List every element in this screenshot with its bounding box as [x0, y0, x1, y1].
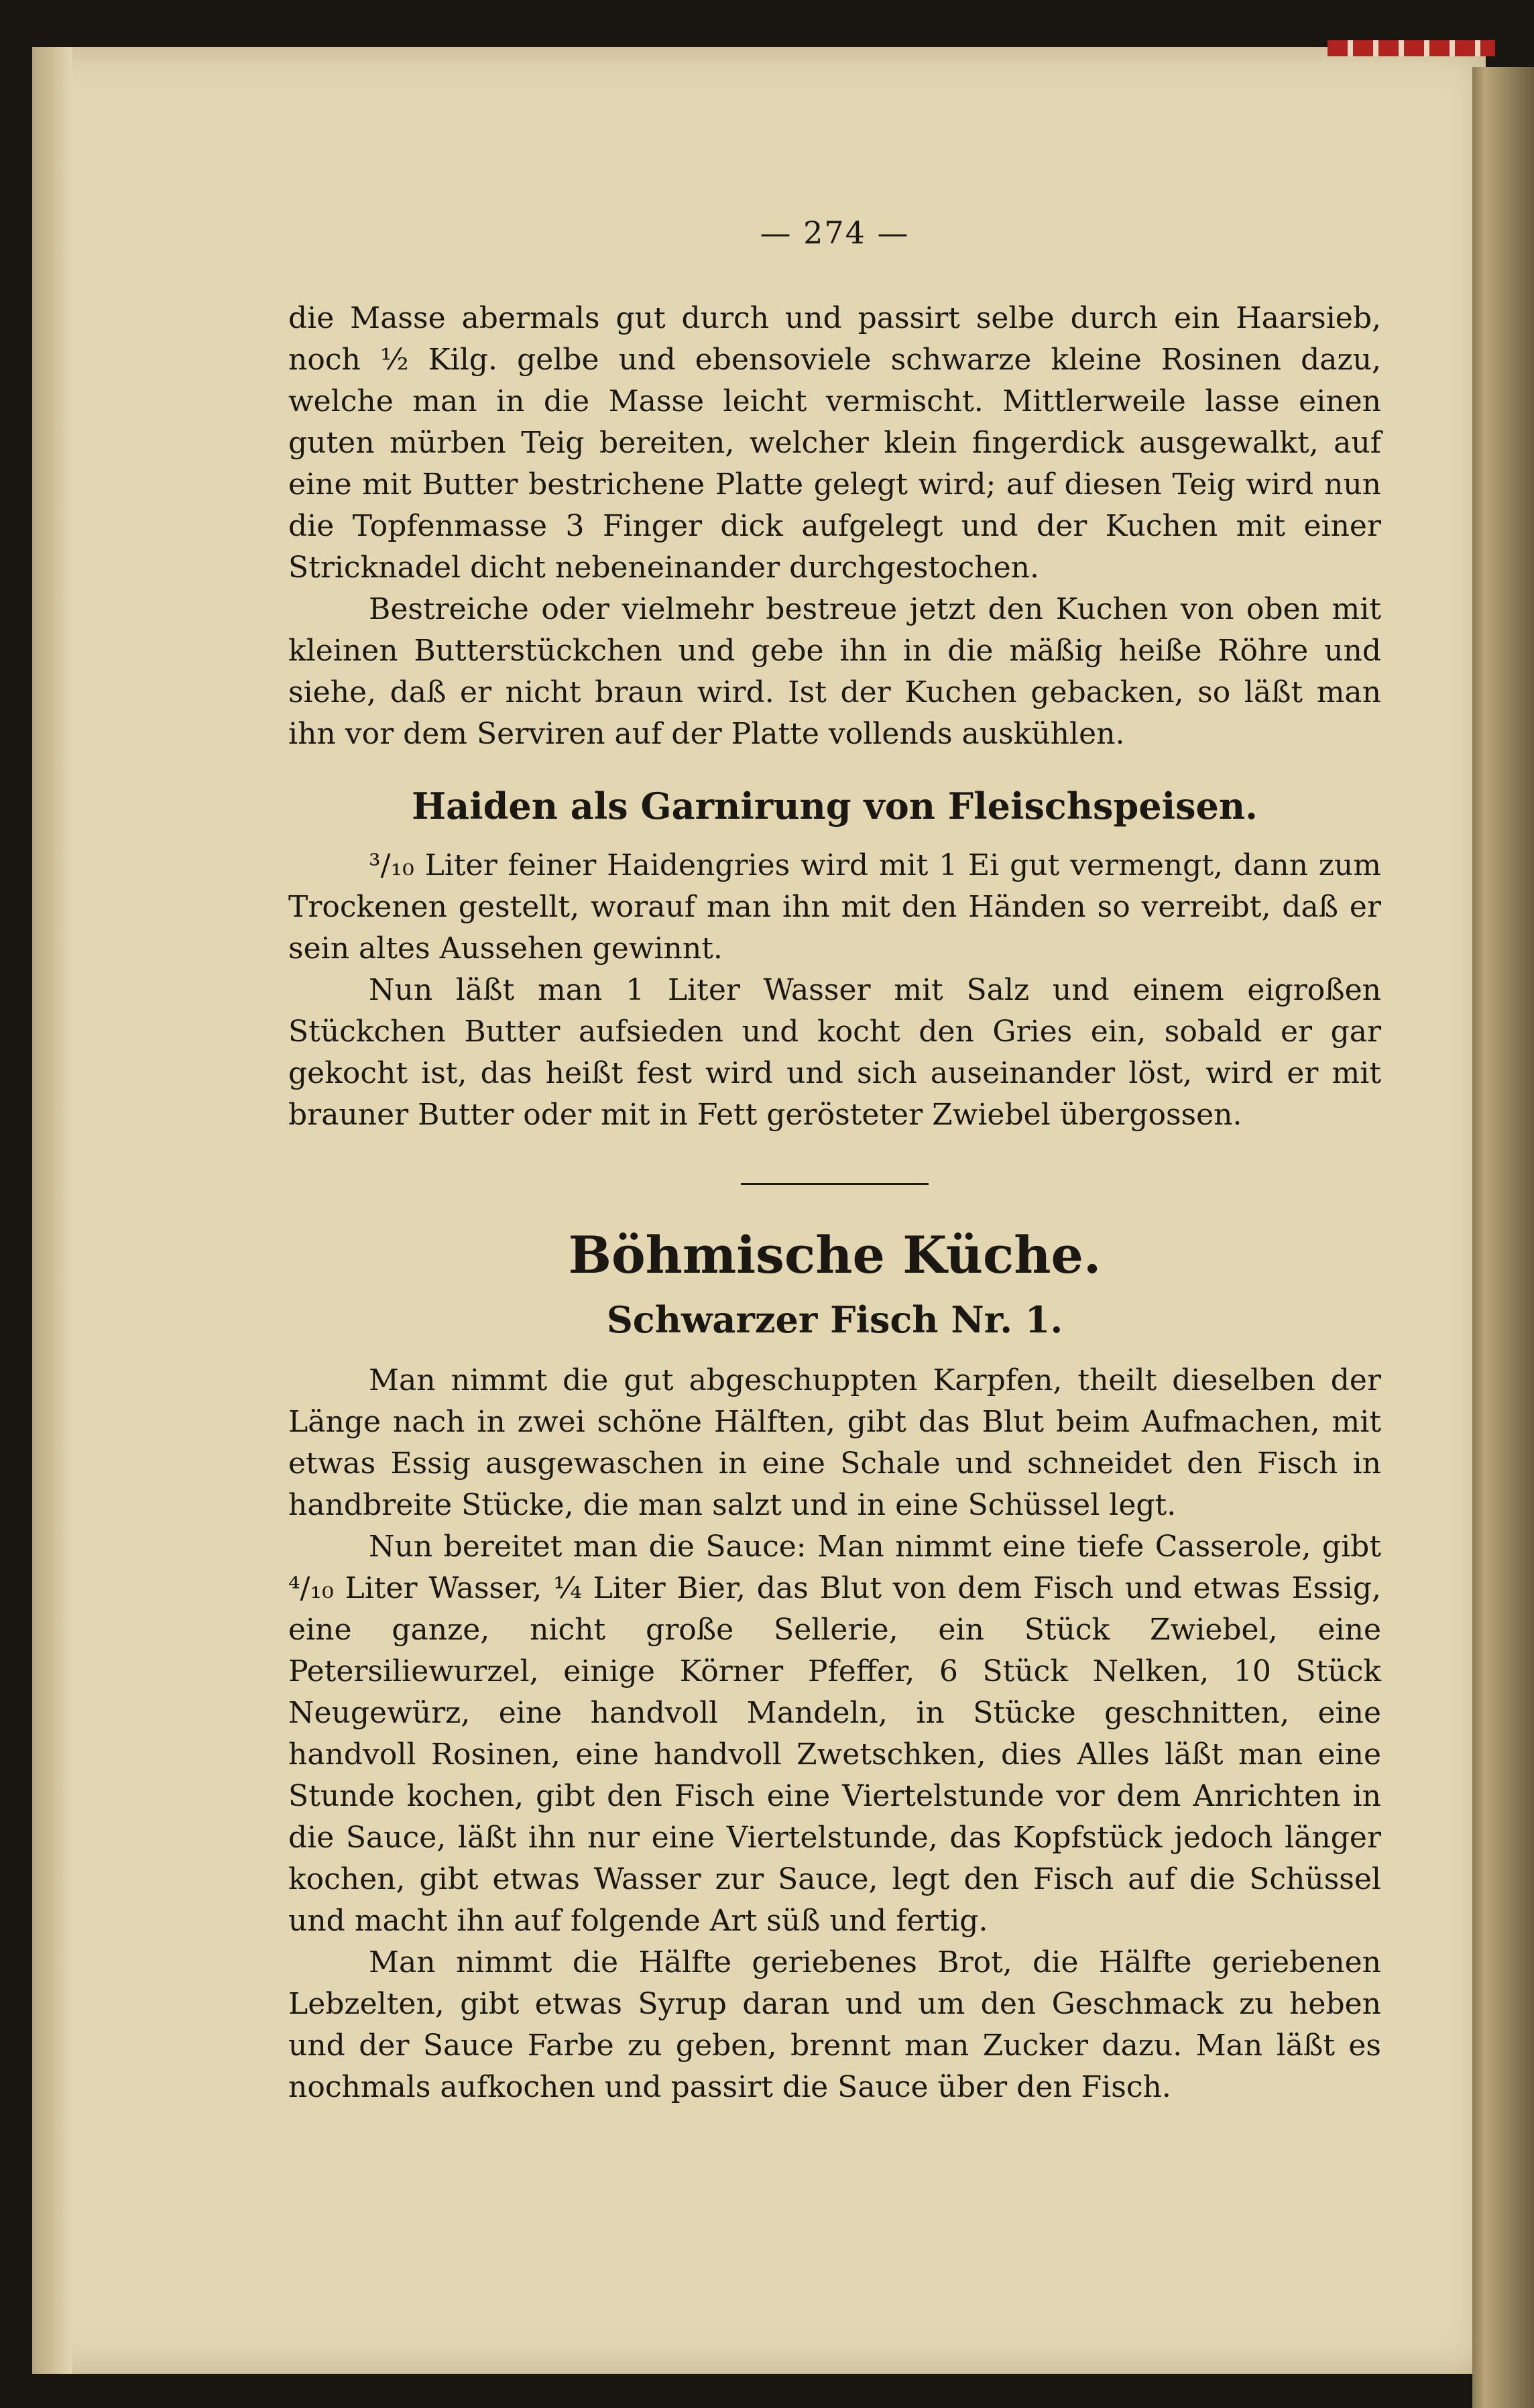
section-title-haiden: Haiden als Garnirung von Fleischspeisen. [412, 785, 1258, 827]
page-number: — 274 — [760, 215, 910, 251]
paragraph-brot: Man nimmt die Hälfte geriebenes Brot, die Hälfte geriebenen Lebzelten, gibt etwas Syrup daran und um den Geschmack zu heben und der Sauce Farbe zu geben, brennt man Zucker dazu. Man läßt es nochmals aufkochen und passirt die Sauce über den Fisch. [288, 1945, 1381, 2104]
paragraph-nun-laesst: Nun läßt man 1 Liter Wasser mit Salz und einem eigroßen Stückchen Butter aufsieden und kocht den Gries ein, sobald er gar gekocht ist, das heißt fest wird und sich auseinander löst, wird er mit brauner Butter oder mit in Fett gerösteter Zwiebel übergossen. [288, 973, 1381, 1132]
section-divider [741, 1183, 929, 1185]
bookmark-ribbon [1328, 40, 1495, 56]
page-gutter [32, 47, 72, 2374]
paragraph-haidengries: ³/₁₀ Liter feiner Haidengries wird mit 1 Ei gut vermengt, dann zum Trockenen gestellt, worauf man ihn mit den Händen so verreibt, daß er sein altes Aussehen gewinnt. [288, 848, 1381, 966]
paragraph-bestreiche: Bestreiche oder vielmehr bestreue jetzt den Kuchen von oben mit kleinen Butterstückchen und gebe ihn in die mäßig heiße Röhre und siehe, daß er nicht braun wird. Ist der Kuchen gebacken, so läßt man ihn vor dem Serviren auf der Platte vollends auskühlen. [288, 592, 1381, 751]
paragraph-karpfen: Man nimmt die gut abgeschuppten Karpfen, theilt dieselben der Länge nach in zwei schöne Hälften, gibt das Blut beim Aufmachen, mit etwas Essig ausgewaschen in eine Schale und schneidet den Fisch in handbreite Stücke, die man salzt und in eine Schüssel legt. [288, 1363, 1381, 1522]
chapter-title: Böhmische Küche. [568, 1225, 1102, 1285]
paragraph-sauce: Nun bereitet man die Sauce: Man nimmt eine tiefe Casserole, gibt ⁴/₁₀ Liter Wasser, ¼ Liter Bier, das Blut von dem Fisch und etwas Essig, eine ganze, nicht große Sellerie, ein Stück Zwiebel, eine Petersiliewurzel, einige Körner Pfeffer, 6 Stück Nelken, 10 Stück Neugewürz, eine handvoll Mandeln, in Stücke geschnitten, eine handvoll Rosinen, eine handvoll Zwetschken, dies Alles läßt man eine Stunde kochen, gibt den Fisch eine Viertelstunde vor dem Anrichten in die Sauce, läßt ihn nur eine Viertelstunde, das Kopfstück jedoch länger kochen, gibt etwas Wasser zur Sauce, legt den Fisch auf die Schüssel und macht ihn auf folgende Art süß und fertig. [288, 1530, 1381, 1938]
page-edge [1472, 67, 1534, 2408]
paragraph-continuation: die Masse abermals gut durch und passirt selbe durch ein Haarsieb, noch ½ Kilg. gelbe und ebensoviele schwarze kleine Rosinen dazu, welche man in die Masse leicht vermischt. Mittlerweile lasse einen guten mürben Teig bereiten, welcher klein fingerdick ausgewalkt, auf eine mit Butter bestrichene Platte gelegt wird; auf diesen Teig wird nun die Topfenmasse 3 Finger dick aufgelegt und der Kuchen mit einer Stricknadel dicht nebeneinander durchgestochen. [288, 301, 1381, 585]
page-content [288, 215, 1381, 2108]
recipe-title: Schwarzer Fisch Nr. 1. [606, 1298, 1063, 1341]
